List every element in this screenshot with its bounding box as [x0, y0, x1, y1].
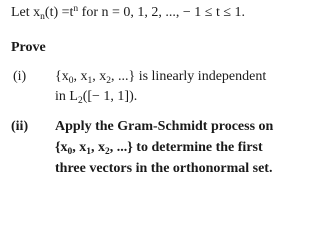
part-i-text: , ...} is linearly independent — [110, 69, 267, 84]
subscript-2: 2 — [106, 76, 111, 86]
part-i-label: (i) — [13, 69, 27, 84]
part-ii-label: (ii) — [11, 119, 29, 134]
part-ii-line-2 — [55, 141, 263, 155]
part-i-line-1 — [55, 70, 266, 84]
part-ii-text: , ...} to determine the first — [109, 140, 263, 155]
subscript-1: 1 — [87, 76, 93, 86]
stem-subscript-n: n — [40, 12, 45, 22]
part-ii-text: , x — [91, 140, 106, 155]
part-i-text: {x — [55, 69, 69, 84]
part-ii-text: {x — [55, 140, 68, 155]
stem-t: (t) =t — [44, 5, 74, 20]
stem-let: Let x — [11, 5, 41, 20]
part-ii-line-1: Apply the Gram-Schmidt process on — [55, 119, 274, 134]
part-i-text: ([− 1, 1]). — [82, 89, 138, 104]
stem-superscript-n: n — [73, 4, 79, 14]
prove-heading: Prove — [11, 40, 46, 55]
subscript-2: 2 — [77, 96, 83, 106]
problem-statement — [11, 6, 245, 20]
part-ii-text: , x — [72, 140, 87, 155]
stem-domain: for n = 0, 1, 2, ..., − 1 ≤ t ≤ 1. — [78, 5, 246, 20]
part-i-text: , x — [73, 69, 88, 84]
part-i-line-2 — [55, 90, 137, 104]
subscript-2: 2 — [105, 147, 110, 157]
subscript-1: 1 — [86, 147, 92, 157]
subscript-0: 0 — [67, 147, 73, 157]
subscript-0: 0 — [68, 76, 74, 86]
part-i-text: , x — [92, 69, 107, 84]
part-i-text: in L — [55, 89, 78, 104]
part-ii-line-3: three vectors in the orthonormal set. — [55, 161, 273, 176]
